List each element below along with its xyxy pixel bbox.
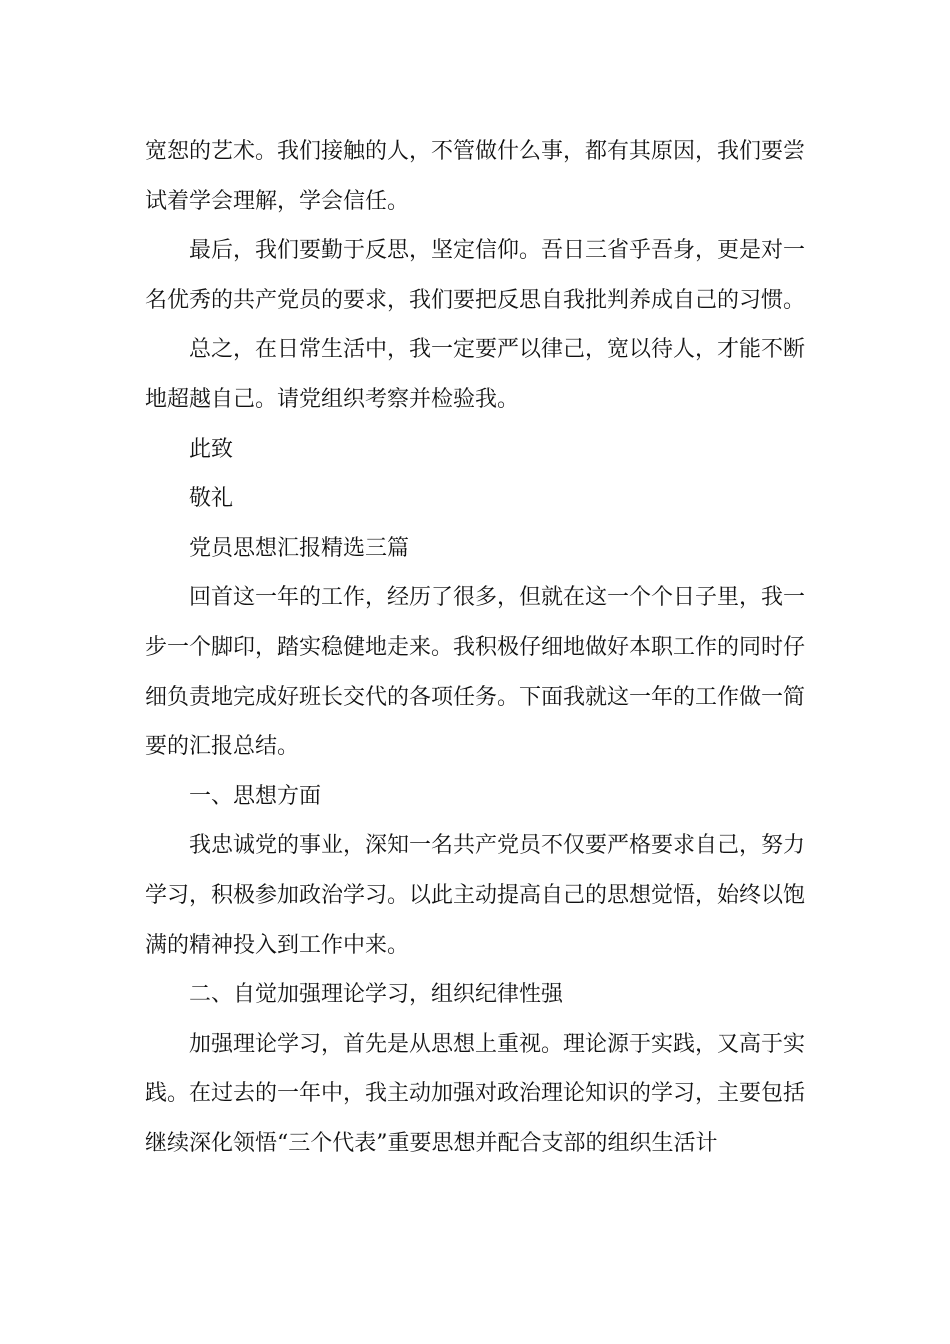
- paragraph: 最后，我们要勤于反思，坚定信仰。吾日三省乎吾身，更是对一名优秀的共产党员的要求，我们要把反思自我批判养成自己的习惯。: [145, 238, 806, 313]
- document-body: [145, 127, 805, 1168]
- closing-salutation: 此致: [189, 436, 234, 462]
- paragraph: 加强理论学习，首先是从思想上重视。理论源于实践，又高于实践。在过去的一年中，我主动加强对政治理论知识的学习，主要包括继续深化领悟“三个代表”重要思想并配合支部的组织生活计: [145, 1031, 806, 1156]
- section-heading: 二、自觉加强理论学习，组织纪律性强: [189, 982, 564, 1008]
- section-heading: 一、思想方面: [189, 783, 322, 809]
- paragraph: 回首这一年的工作，经历了很多，但就在这一个个日子里，我一步一个脚印，踏实稳健地走来。我积极仔细地做好本职工作的同时仔细负责地完成好班长交代的各项任务。下面我就这一年的工作做一简要的汇报总结。: [145, 585, 806, 760]
- paragraph: 我忠诚党的事业，深知一名共产党员不仅要严格要求自己，努力学习，积极参加政治学习。以此主动提高自己的思想觉悟，始终以饱满的精神投入到工作中来。: [145, 833, 806, 958]
- paragraph: 总之，在日常生活中，我一定要严以律己，宽以待人，才能不断地超越自己。请党组织考察并检验我。: [145, 337, 806, 412]
- section-title: 党员思想汇报精选三篇: [189, 535, 410, 561]
- closing-regards: 敬礼: [189, 486, 234, 512]
- paragraph: 宽恕的艺术。我们接触的人，不管做什么事，都有其原因，我们要尝试着学会理解，学会信任。: [145, 139, 806, 214]
